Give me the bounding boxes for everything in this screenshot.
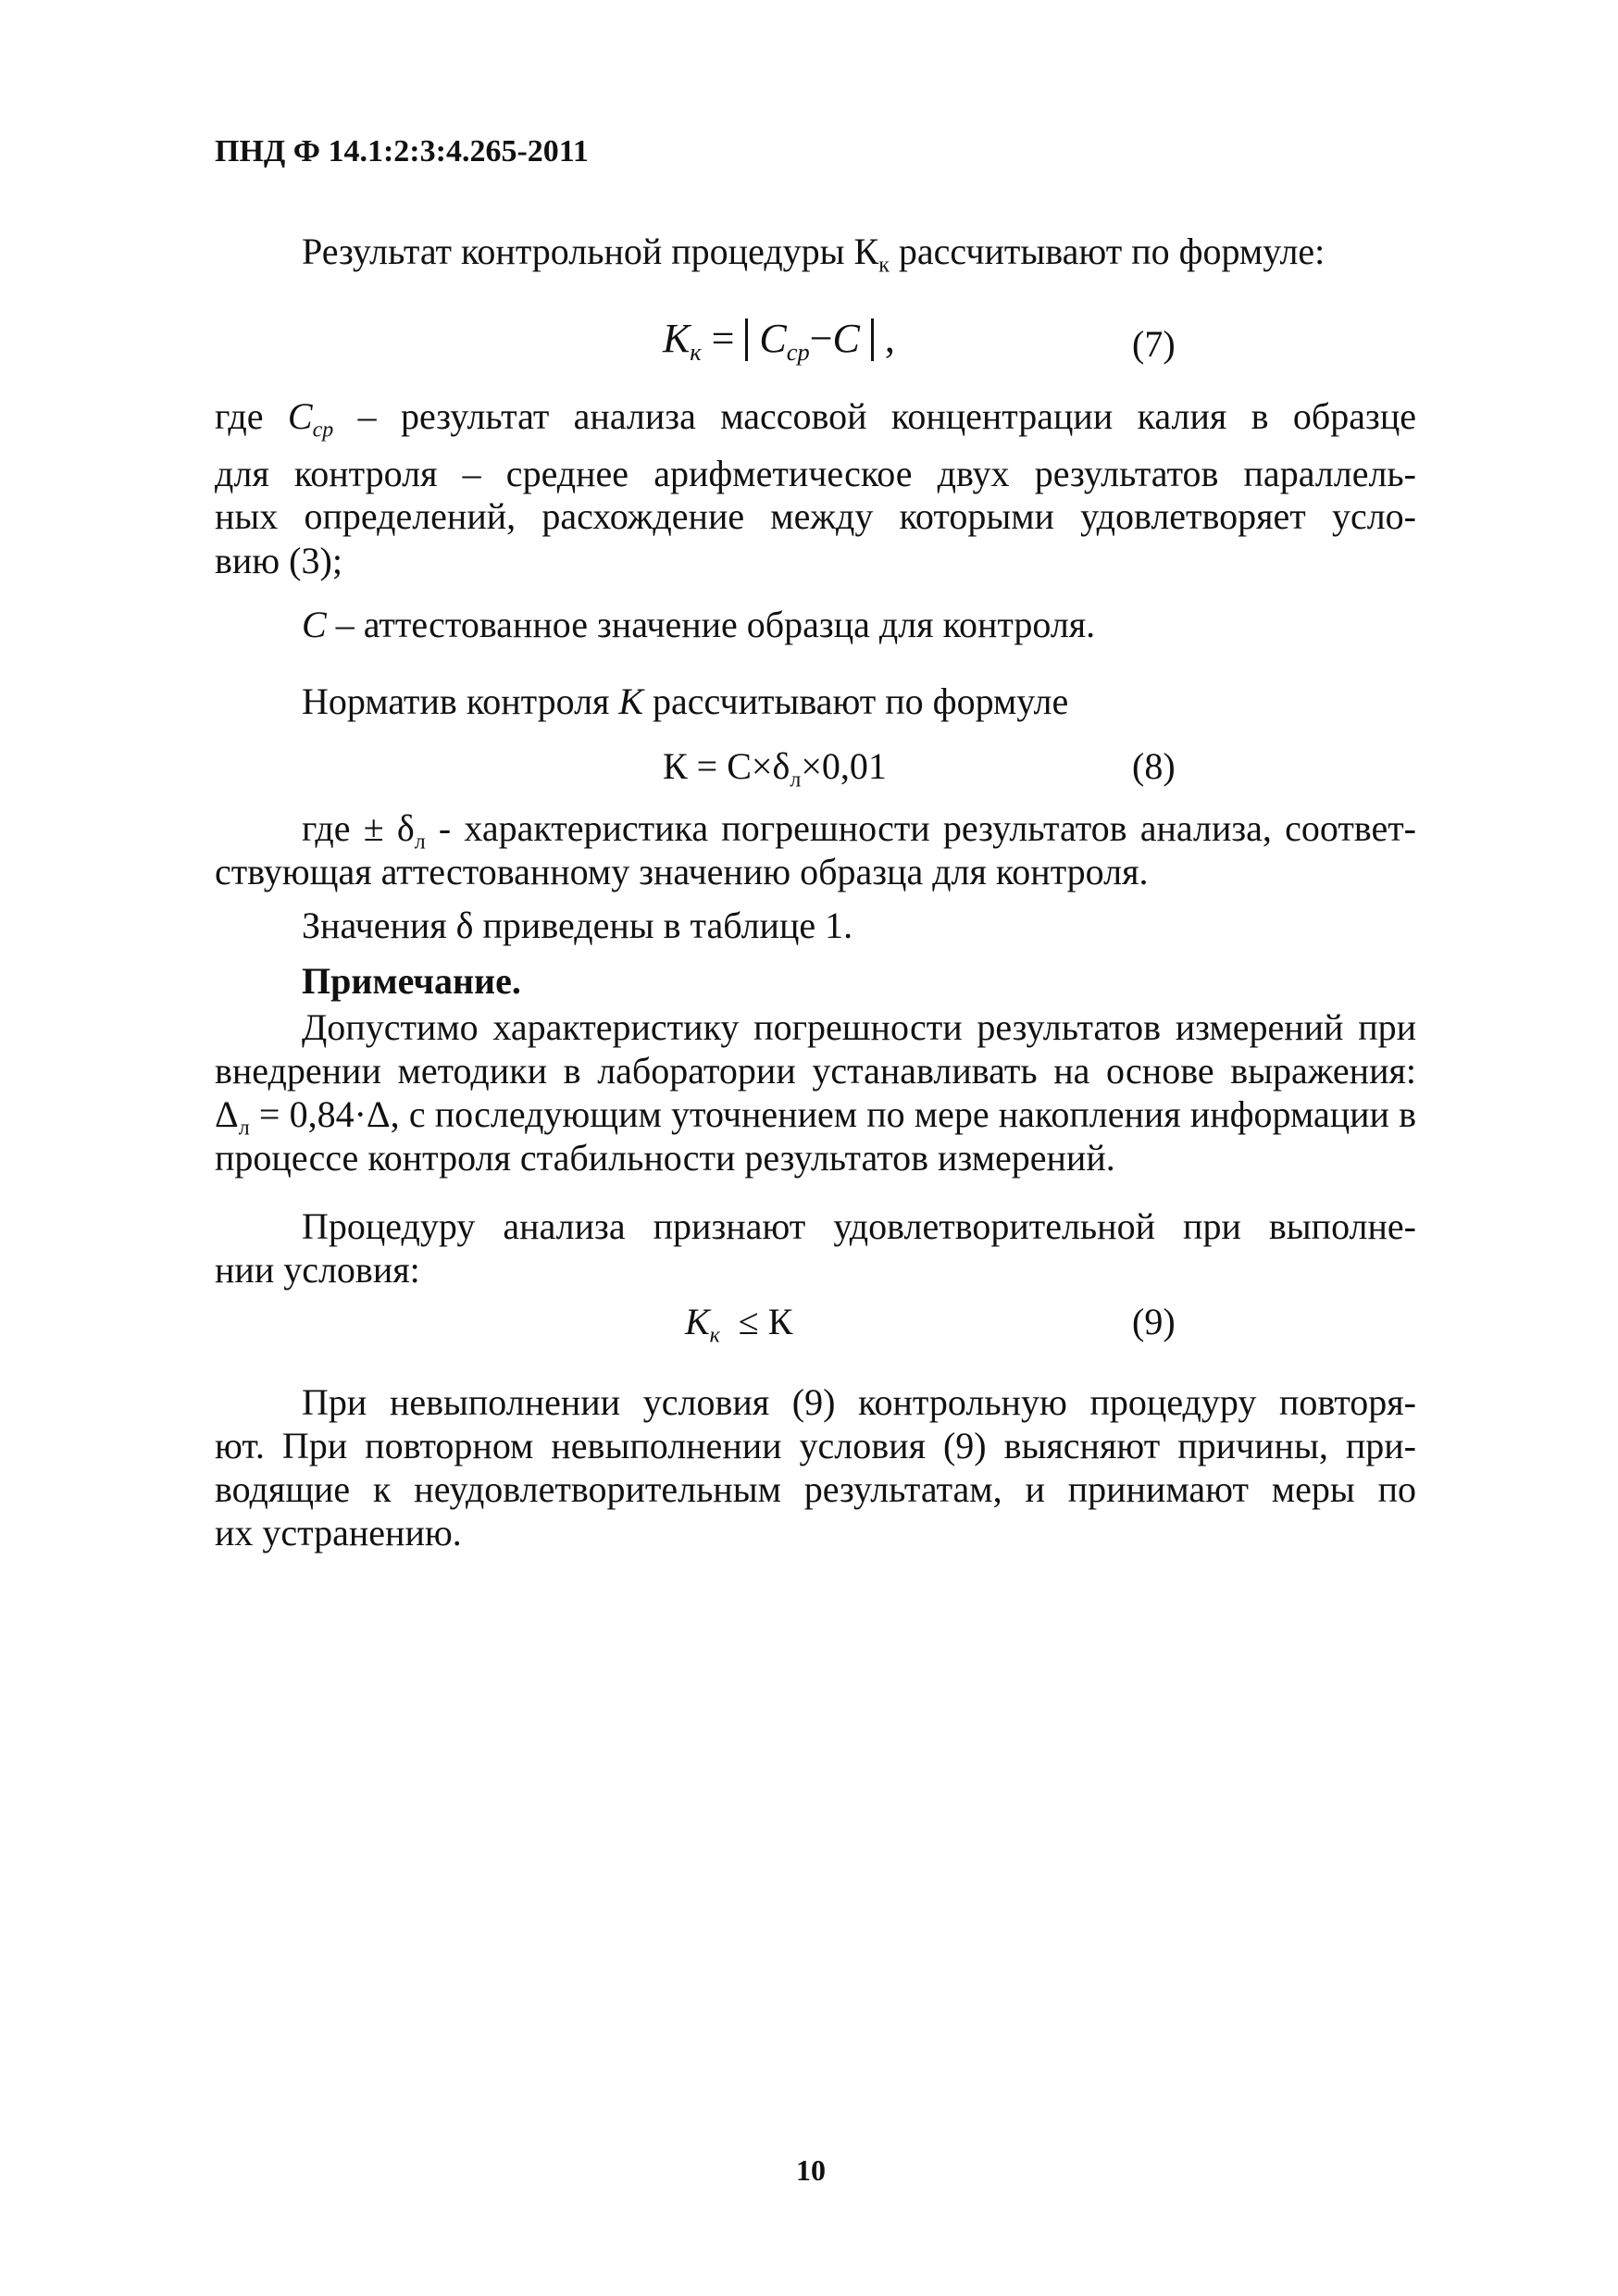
procedure-line2: нии условия: <box>215 1249 420 1291</box>
where-csr-line4: вию (3); <box>215 540 342 581</box>
page-number: 10 <box>796 2153 826 2187</box>
norm-paragraph: Норматив контроля К рассчитывают по формуле <box>302 680 1069 722</box>
where-csr-line3: ных определений, расхождение между которыми удовлетворяет усло- <box>215 495 1416 537</box>
page-header-code: ПНД Ф 14.1:2:3:4.265-2011 <box>215 134 589 168</box>
where-c: С – аттестованное значение образца для контроля. <box>302 604 1096 645</box>
failure-line4: их устранению. <box>215 1512 462 1554</box>
formula-8: $К = С\times\delta_л\times 0,01$ <box>663 745 887 792</box>
where-delta-line2: ствующая аттестованному значению образца для контроля. <box>215 851 1149 892</box>
failure-line3: водящие к неудовлетворительным результатам, и принимают меры по <box>215 1468 1416 1510</box>
note-line4: процессе контроля стабильности результатов измерений. <box>215 1137 1115 1179</box>
note-line2: внедрении методики в лаборатории устанавливать на основе выражения: <box>215 1050 1416 1092</box>
formula-9: $К_к \le К$ <box>685 1301 793 1348</box>
failure-line2: ют. При повторном невыполнении условия (9) выясняют причины, при- <box>215 1425 1416 1466</box>
where-delta-line1: где ± $\delta_л$ - характеристика погрешности результатов анализа, соответ- <box>302 807 1417 855</box>
note-title: Примечание. <box>302 960 521 1002</box>
formula-7-number: (7) <box>1132 323 1176 365</box>
note-line1: Допустимо характеристику погрешности результатов измерений при <box>302 1006 1416 1048</box>
values-line: Значения δ приведены в таблице 1. <box>302 905 853 946</box>
where-csr-line1: где $С_{ср}$ – результат анализа массовой концентрации калия в образце <box>215 395 1416 443</box>
procedure-line1: Процедуру анализа признают удовлетворительной при выполне- <box>302 1205 1416 1247</box>
failure-line1: При невыполнении условия (9) контрольную процедуру повторя- <box>302 1381 1416 1423</box>
formula-7: $К_к = С_{ср}-С$ , <box>663 316 895 367</box>
formula-9-number: (9) <box>1132 1301 1176 1342</box>
note-line3: $\Delta_л = 0,84\cdot\Delta$, с последующим уточнением по мере накопления информации в <box>215 1093 1417 1141</box>
paragraph-intro: Результат контрольной процедуры $К_к$ рассчитывают по формуле: <box>302 231 1326 278</box>
where-csr-line2: для контроля – среднее арифметическое двух результатов параллель- <box>215 453 1416 494</box>
formula-8-number: (8) <box>1132 745 1176 787</box>
